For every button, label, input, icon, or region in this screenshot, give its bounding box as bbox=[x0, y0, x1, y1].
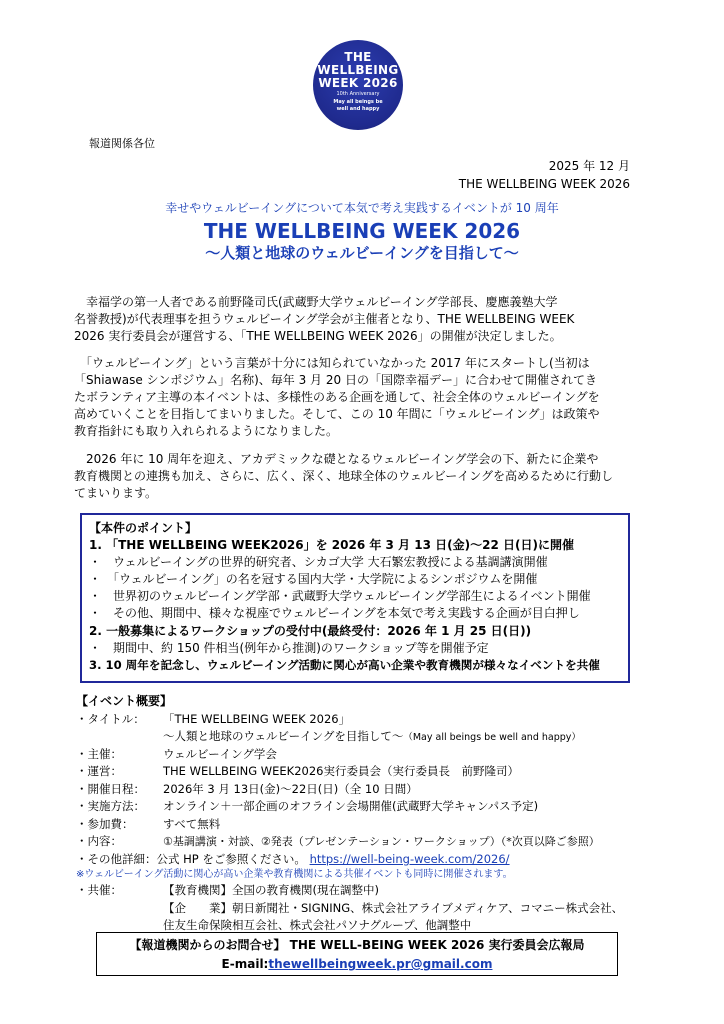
contact-email-link[interactable]: thewellbeingweek.pr@gmail.com bbox=[268, 957, 493, 971]
logo-line-2: WELLBEING bbox=[317, 63, 399, 77]
contact-line: 【報道機関からのお問合せ】 THE WELL-BEING WEEK 2026 実行委員会広報局 bbox=[129, 938, 585, 952]
title-subtitle: ～人類と地球のウェルビーイングを目指して～ bbox=[163, 729, 404, 743]
paragraph-line: 教育指針にも取り入れられるようになりました。 bbox=[74, 424, 339, 438]
page-title: THE WELLBEING WEEK 2026 bbox=[203, 219, 521, 243]
sender: THE WELLBEING WEEK 2026 bbox=[458, 177, 630, 191]
addressee: 報道関係各位 bbox=[89, 137, 155, 150]
overview-cohost-corp-row bbox=[76, 900, 666, 918]
logo-anniversary: 10th Anniversary bbox=[336, 91, 380, 97]
cohost-corporate-2: 住友生命保険相互会社、株式会社パソナグループ、他調整中 bbox=[163, 918, 472, 932]
operator-label: ・運営： bbox=[76, 764, 122, 778]
dates-label: ・開催日程： bbox=[76, 781, 145, 796]
point-1-item: ・ 「ウェルビーイング」の名を冠する国内大学・大学院によるシンポジウムを開催 bbox=[89, 572, 538, 587]
paragraph-line: 幸福学の第一人者である前野隆司氏(武蔵野大学ウェルビーイング学部長、慶應義塾大学 bbox=[74, 295, 558, 309]
host-label: ・主催： bbox=[76, 746, 122, 761]
paragraph-line: たボランティア主導の本イベントは、多様性のある企画を通して、社会全体のウェルビーイングを bbox=[74, 390, 600, 404]
lead-line: 幸せやウェルビーイングについて本気で考え実践するイベントが 10 周年 bbox=[165, 201, 559, 215]
details-value: 公式 HP をご参照ください。 bbox=[156, 851, 306, 866]
logo-line-3: WEEK 2026 bbox=[318, 76, 398, 90]
title-value: 「THE WELLBEING WEEK 2026」 bbox=[163, 711, 351, 726]
overview-cohost-row bbox=[76, 882, 666, 900]
overview-details-row bbox=[76, 851, 666, 869]
method-value: オンライン＋一部企画のオフライン会場開催(武蔵野大学キャンパス予定) bbox=[163, 799, 539, 813]
email-label: E-mail: bbox=[221, 957, 269, 971]
official-site-link[interactable]: https://well-being-week.com/2026/ bbox=[309, 851, 510, 866]
contact-email-row bbox=[97, 955, 617, 974]
overview-method-row bbox=[76, 798, 666, 816]
paragraph-line: てまいります。 bbox=[74, 486, 158, 500]
cohost-label: ・共催： bbox=[76, 883, 122, 897]
paragraph-line: 高めていくことを目指してまいりました。そして、この 10 年間に「ウェルビーイング」は政策や bbox=[74, 407, 600, 421]
logo-tagline-2: well and happy bbox=[336, 106, 380, 112]
press-contact-box bbox=[96, 932, 618, 976]
operator-value: THE WELLBEING WEEK2026実行委員会（実行委員長 前野隆司） bbox=[163, 764, 519, 778]
point-3: 3. 10 周年を記念し、ウェルビーイング活動に関心が高い企業や教育機関が様々なイベントを共催 bbox=[89, 657, 600, 672]
overview-heading: 【イベント概要】 bbox=[76, 694, 173, 708]
overview-fee-row bbox=[76, 816, 666, 834]
overview-host-row bbox=[76, 746, 666, 764]
paragraph-line: 「Shiawase シンポジウム」名称)、毎年 3 月 20 日の「国際幸福デー」に合わせて開催されてき bbox=[74, 373, 597, 387]
overview-content-row bbox=[76, 833, 666, 851]
point-1: 1. 「THE WELLBEING WEEK2026」を 2026 年 3 月 13 日(金)～22 日(日)に開催 bbox=[89, 538, 574, 553]
event-overview bbox=[76, 693, 666, 935]
point-2: 2. 一般募集によるワークショップの受付中(最終受付：2026 年 1 月 25 日(日)) bbox=[89, 623, 532, 638]
point-1-item: ・ 世界初のウェルビーイング学部・武蔵野大学ウェルビーイング学部生によるイベント開催 bbox=[89, 589, 591, 604]
host-value: ウェルビーイング学会 bbox=[163, 746, 277, 761]
details-label: ・その他詳細： bbox=[76, 851, 157, 866]
paragraph-line: 2026 実行委員会が運営する、「THE WELLBEING WEEK 2026」の開催が決定しました。 bbox=[74, 329, 562, 343]
overview-dates-row bbox=[76, 781, 666, 799]
fee-label: ・参加費： bbox=[76, 816, 134, 831]
paragraph-line: 「ウェルビーイング」という言葉が十分には知られていなかった 2017 年にスタートし(当初は bbox=[74, 356, 590, 370]
cohost-corporate-1: 【企 業】朝日新聞社・SIGNING、株式会社アライブメディケア、コマニー株式会社、 bbox=[163, 900, 624, 915]
title-label: ・タイトル： bbox=[76, 711, 145, 726]
overview-operator-row bbox=[76, 763, 666, 781]
overview-title-row bbox=[76, 711, 666, 729]
overview-title-sub-row bbox=[76, 728, 666, 746]
logo-line-1: THE bbox=[344, 50, 372, 64]
logo-tagline-1: May all beings be bbox=[333, 99, 383, 105]
event-logo bbox=[313, 40, 403, 130]
paragraph-line: 教育機関との連携も加え、さらに、広く、深く、地球全体のウェルビーイングを高めるために行動し bbox=[74, 469, 614, 483]
key-points-heading: 【本件のポイント】 bbox=[89, 521, 198, 535]
title-english: （May all beings be well and happy） bbox=[403, 732, 581, 743]
fee-value: すべて無料 bbox=[163, 816, 221, 831]
cohost-education: 【教育機関】全国の教育機関(現在調整中) bbox=[163, 883, 379, 897]
paragraph-3 bbox=[74, 451, 654, 502]
cohost-note: ※ウェルビーイング活動に関心が高い企業や教育機関による共催イベントも同時に開催されます。 bbox=[76, 869, 513, 880]
content-label: ・内容： bbox=[76, 834, 122, 848]
paragraph-2 bbox=[74, 355, 654, 440]
dates-value: 2026年 3 月 13日(金)～22日(日)（全 10 日間） bbox=[163, 781, 418, 796]
content-value: ①基調講演・対談、②発表（プレゼンテーション・ワークショップ）（*次頁以降ご参照） bbox=[163, 835, 600, 848]
page-subtitle: ～人類と地球のウェルビーイングを目指して～ bbox=[205, 244, 519, 262]
method-label: ・実施方法： bbox=[76, 799, 145, 813]
key-points-box bbox=[80, 513, 630, 683]
paragraph-line: 名誉教授)が代表理事を担うウェルビーイング学会が主催者となり、THE WELLBEING WEEK bbox=[74, 312, 575, 326]
point-1-item: ・ その他、期間中、様々な視座でウェルビーイングを本気で考え実践する企画が目白押し bbox=[89, 606, 580, 621]
point-2-item: ・ 期間中、約 150 件相当(例年から推測)のワークショップ等を開催予定 bbox=[89, 640, 489, 655]
paragraph-line: 2026 年に 10 周年を迎え、アカデミックな礎となるウェルビーイング学会の下、新たに企業や bbox=[74, 452, 599, 466]
release-date: 2025 年 12 月 bbox=[548, 159, 630, 173]
paragraph-1 bbox=[74, 294, 654, 345]
point-1-item: ・ ウェルビーイングの世界的研究者、シカゴ大学 大石繁宏教授による基調講演開催 bbox=[89, 555, 548, 570]
